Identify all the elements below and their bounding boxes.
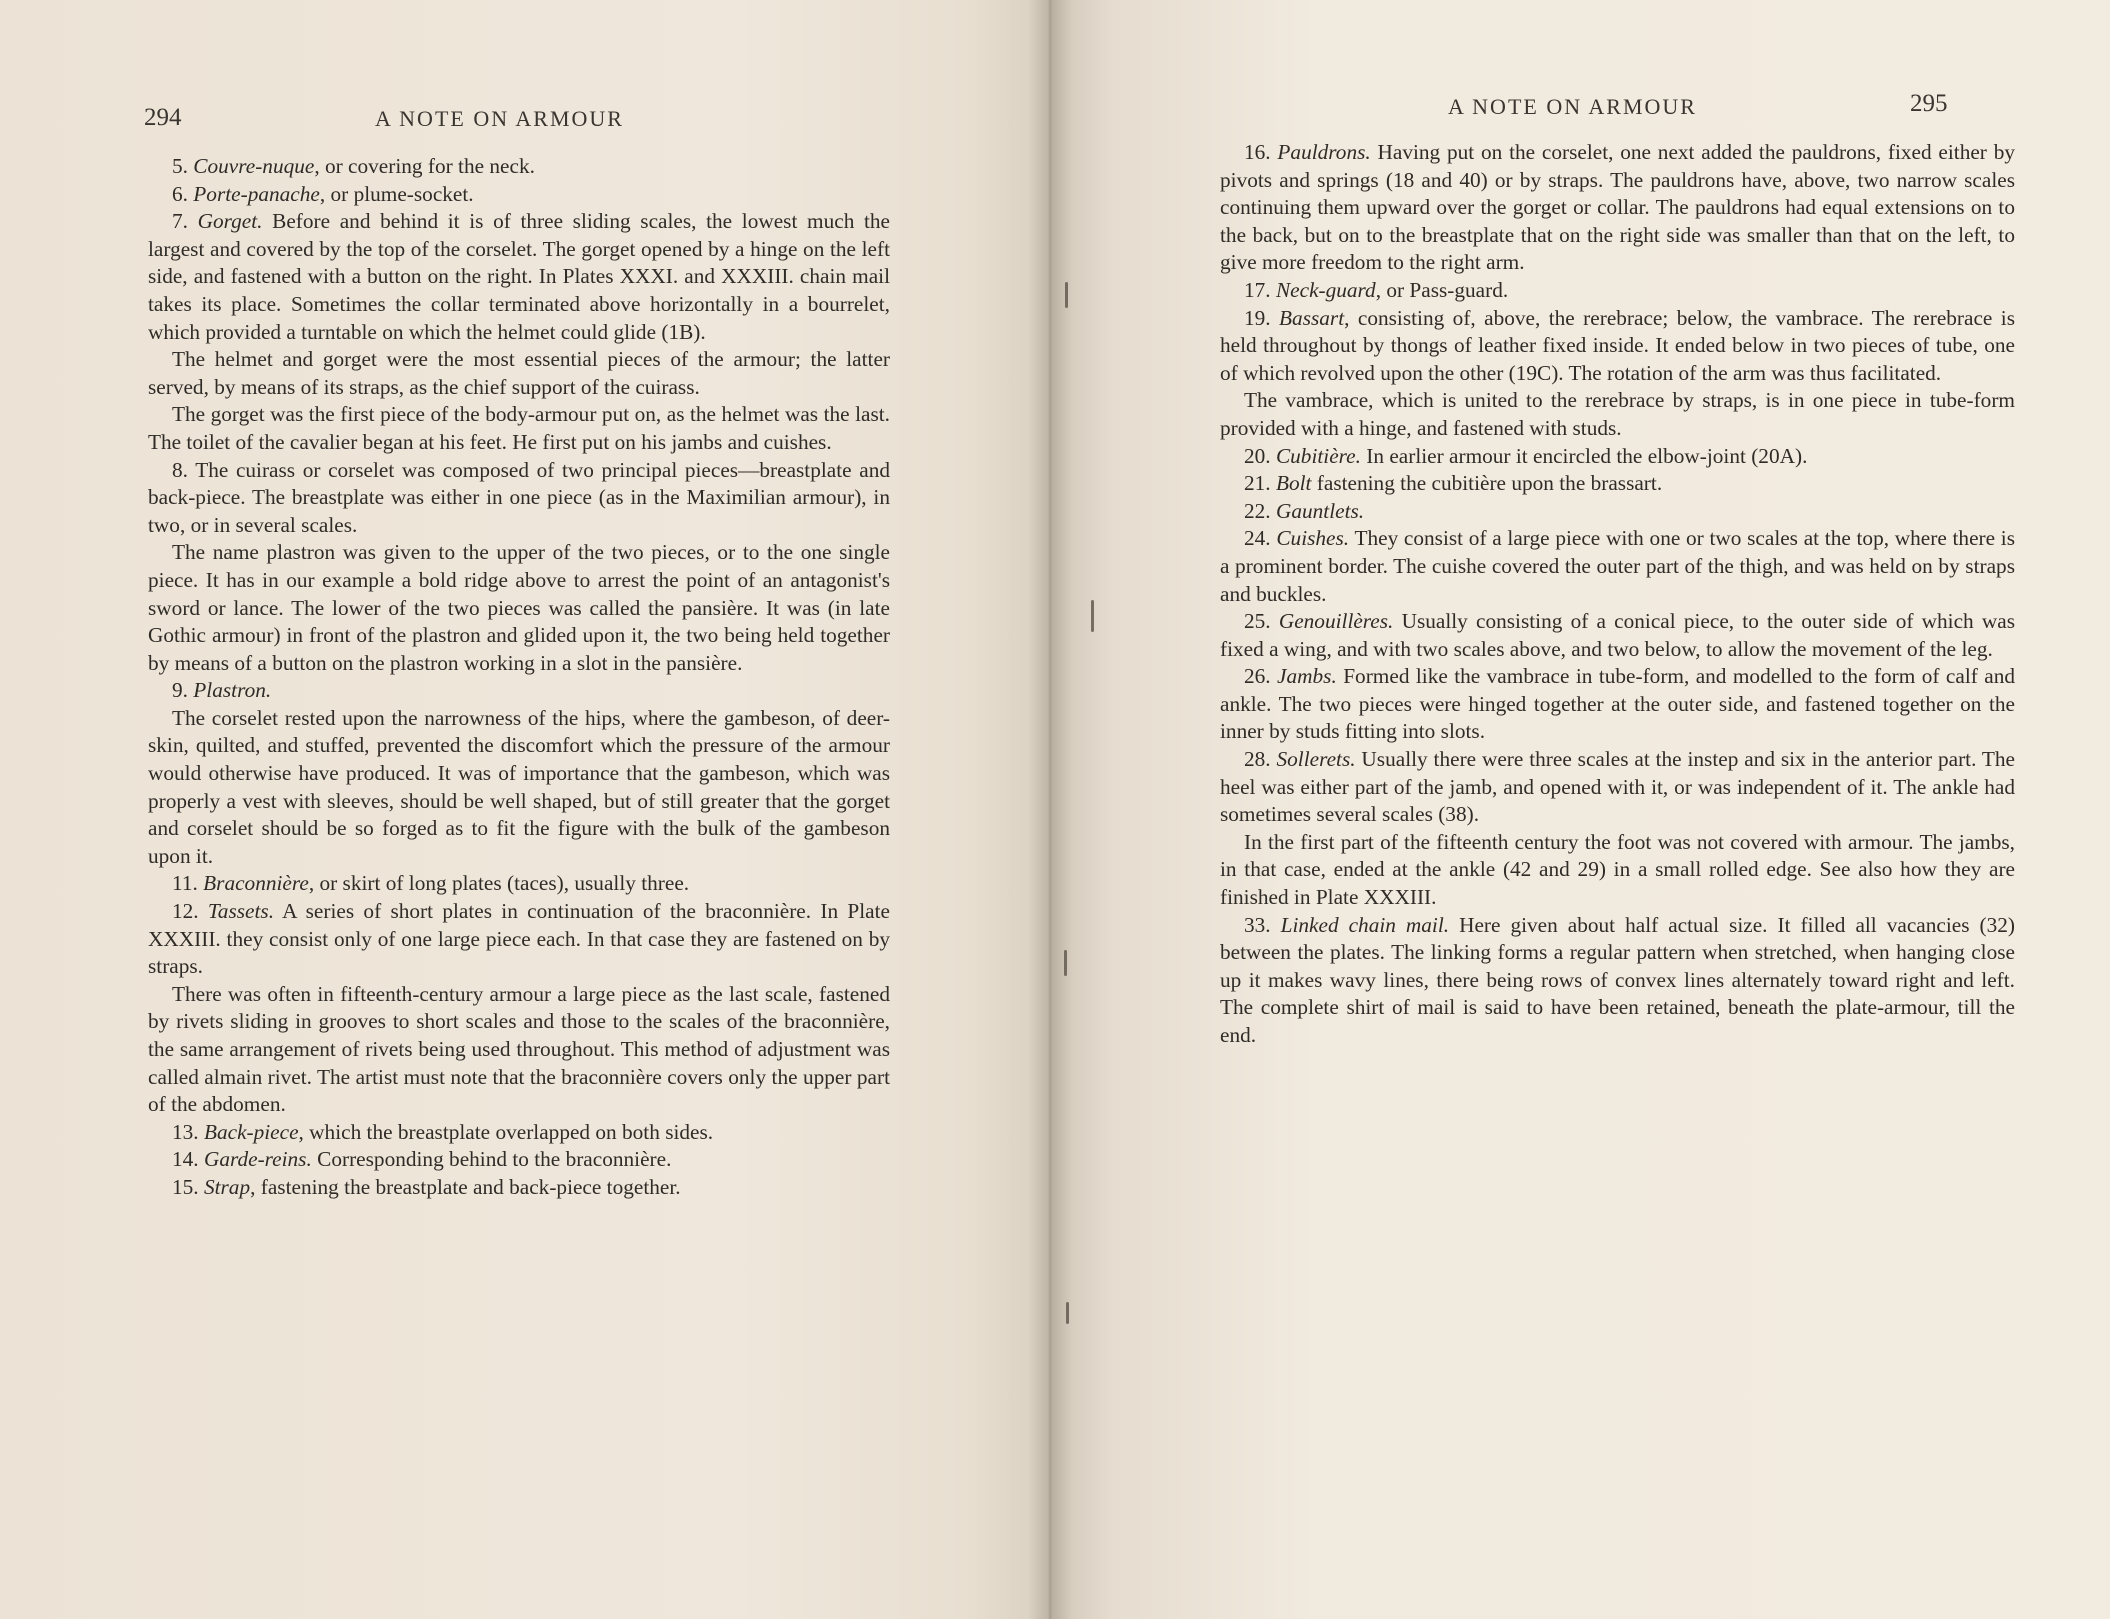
numbered-entry bbox=[1220, 608, 2015, 663]
entry-text: , or plume-socket. bbox=[319, 181, 474, 206]
numbered-entry bbox=[1220, 746, 2015, 829]
body-paragraph bbox=[1220, 387, 2015, 442]
margin-mark bbox=[1091, 600, 1094, 632]
entry-text: The vambrace, which is united to the rerebrace by straps, is in one piece in tube-form provided with a hinge, and fastened with studs. bbox=[1220, 388, 2015, 440]
entry-number: 13. bbox=[172, 1119, 204, 1144]
entry-number: 20. bbox=[1244, 443, 1276, 468]
entry-term: Garde-reins. bbox=[203, 1147, 312, 1172]
entry-number: 25. bbox=[1244, 609, 1279, 634]
entry-text: There was often in fifteenth-century armour a large piece as the last scale, fastened by rivets sliding in grooves to short scales and those to the scales of the braconnière, the same arrangement of rivets being used throughout. This method of adjustment was called almain rivet. The artist must note that the braconnière covers only the upper part of the abdomen. bbox=[148, 981, 890, 1117]
entry-text: Usually there were three scales at the instep and six in the anterior part. The heel was either part of the jamb, and opened with it, or was independent of it. The ankle had sometimes several scales (38). bbox=[1220, 747, 2015, 827]
entry-text: Before and behind it is of three sliding scales, the lowest much the largest and covered by the top of the corselet. The gorget opened by a hinge on the left side, and fastened with a button on the right. In Plates XXXI. and XXXIII. chain mail takes its place. Sometimes the collar terminated above horizontally in a bourrelet, which provided a turntable on which the helmet could glide (1B). bbox=[148, 209, 891, 344]
entry-number: 28. bbox=[1244, 747, 1277, 772]
entry-term: Linked chain mail. bbox=[1280, 912, 1450, 937]
numbered-entry bbox=[148, 457, 890, 540]
entry-number: 7. bbox=[172, 209, 198, 234]
entry-text: , consisting of, above, the rerebrace; below, the vambrace. The rerebrace is held throughout by thongs of leather fixed inside. It ended below in two pieces of tube, one of which revolved upon the other (19C). The rotation of the arm was thus facilitated. bbox=[1220, 305, 2015, 385]
entry-text: They consist of a large piece with one or two scales at the top, where there is a prominent border. The cuishe covered the outer part of the thigh, and was held on by straps and buckles. bbox=[1220, 526, 2015, 606]
entry-text: , or skirt of long plates (taces), usually three. bbox=[308, 871, 690, 896]
entry-number: 9. bbox=[172, 678, 194, 703]
margin-mark bbox=[1064, 950, 1067, 976]
entry-text: , or Pass-guard. bbox=[1375, 277, 1509, 302]
entry-number: 6. bbox=[172, 181, 194, 206]
entry-number: 15. bbox=[172, 1174, 204, 1199]
numbered-entry bbox=[1220, 912, 2015, 1050]
entry-text: Usually consisting of a conical piece, to the outer side of which was fixed a wing, and with two scales above, and two below, to allow the movement of the leg. bbox=[1220, 609, 2016, 661]
entry-number: 12. bbox=[172, 899, 208, 924]
body-paragraph bbox=[148, 981, 890, 1119]
margin-mark bbox=[1065, 282, 1068, 308]
running-head: A NOTE ON ARMOUR bbox=[375, 106, 624, 131]
numbered-entry bbox=[1220, 443, 2015, 471]
page-number: 294 bbox=[144, 104, 182, 131]
entry-text: A series of short plates in continuation of the braconnière. In Plate XXXIII. they consist only of one large piece each. In that case they are fastened on by straps. bbox=[148, 899, 890, 979]
entry-number: 8. bbox=[172, 457, 196, 482]
entry-term: Back-piece bbox=[203, 1119, 299, 1144]
body-paragraph bbox=[148, 539, 890, 677]
numbered-entry bbox=[148, 153, 890, 181]
entry-text: The name plastron was given to the upper of the two pieces, or to the one single piece. It has in our example a bold ridge above to arrest the point of an antagonist's sword or lance. The lower of the two pieces was called the pansière. It was (in late Gothic armour) in front of the plastron and glided upon it, the two being held together by means of a button on the plastron working in a slot in the pansière. bbox=[148, 540, 890, 675]
entry-text: fastening the cubitière upon the brassart. bbox=[1311, 471, 1663, 496]
left-page bbox=[0, 0, 1050, 1619]
entry-text: The corselet rested upon the narrowness of the hips, where the gambeson, of deer-skin, quilted, and stuffed, prevented the discomfort which the pressure of the armour would otherwise have produced. It was of importance that the gambeson, which was properly a vest with sleeves, should be well shaped, but of still greater that the gorget and corselet should be so forged as to fit the figure with the bulk of the gambeson upon it. bbox=[148, 705, 890, 868]
entry-text: , which the breastplate overlapped on both sides. bbox=[298, 1119, 714, 1144]
numbered-entry bbox=[148, 898, 890, 981]
entry-text: The gorget was the first piece of the body-armour put on, as the helmet was the last. The toilet of the cavalier began at his feet. He first put on his jambs and cuishes. bbox=[148, 402, 890, 454]
entry-term: Cubitière. bbox=[1275, 443, 1361, 468]
entry-term: Bolt bbox=[1275, 471, 1312, 496]
entry-number: 11. bbox=[172, 871, 204, 896]
entry-text: Formed like the vambrace in tube-form, and modelled to the form of calf and ankle. The two pieces were hinged together at the outer side, and fastened together on the inner by studs fitting into slots. bbox=[1220, 664, 2015, 744]
entry-term: Jambs. bbox=[1277, 664, 1337, 689]
entry-text: The helmet and gorget were the most essential pieces of the armour; the latter served, by means of its straps, as the chief support of the cuirass. bbox=[148, 347, 890, 399]
entry-text: In the first part of the fifteenth century the foot was not covered with armour. The jambs, in that case, ended at the ankle (42 and 29) in a small rolled edge. See also how they are finished in Plate XXXIII. bbox=[1220, 829, 2015, 910]
numbered-entry bbox=[148, 1174, 890, 1202]
right-page-text bbox=[1220, 139, 2015, 1050]
numbered-entry bbox=[1220, 525, 2015, 608]
entry-text: , or covering for the neck. bbox=[314, 154, 535, 178]
numbered-entry bbox=[1220, 277, 2015, 305]
numbered-entry bbox=[148, 181, 890, 209]
entry-number: 5. bbox=[172, 154, 194, 178]
left-page-text bbox=[148, 153, 890, 1202]
entry-term: Genouillères. bbox=[1278, 609, 1394, 634]
entry-term: Cuishes. bbox=[1276, 526, 1350, 551]
entry-term: Sollerets. bbox=[1276, 747, 1356, 772]
entry-term: Gorget. bbox=[197, 209, 263, 234]
entry-term: Plastron. bbox=[193, 678, 272, 703]
numbered-entry bbox=[148, 870, 890, 898]
entry-text: Here given about half actual size. It filled all vacancies (32) between the plates. The linking forms a regular pattern when stretched, when hanging close up it makes wavy lines, there being rows of convex lines alternately toward right and left. The complete shirt of mail is said to have been retained, beneath the plate-armour, till the end. bbox=[1220, 912, 2015, 1047]
entry-number: 14. bbox=[172, 1147, 204, 1172]
numbered-entry bbox=[1220, 139, 2015, 277]
numbered-entry bbox=[148, 1146, 890, 1174]
entry-term: Gauntlets. bbox=[1275, 498, 1365, 523]
numbered-entry bbox=[148, 677, 890, 705]
body-paragraph bbox=[148, 705, 890, 871]
entry-number: 33. bbox=[1244, 912, 1281, 937]
numbered-entry bbox=[1220, 498, 2015, 526]
entry-text: Corresponding behind to the braconnière. bbox=[311, 1147, 672, 1172]
entry-text: , fastening the breastplate and back-piece together. bbox=[250, 1174, 681, 1199]
entry-number: 24. bbox=[1244, 526, 1277, 551]
numbered-entry bbox=[1220, 305, 2015, 388]
entry-text: The cuirass or corselet was composed of two principal pieces—breastplate and back-piece. The breastplate was either in one piece (as in the Maximilian armour), in two, or in several scales. bbox=[148, 457, 890, 537]
entry-number: 19. bbox=[1244, 305, 1280, 330]
entry-term: Bassart bbox=[1279, 305, 1345, 330]
numbered-entry bbox=[148, 1119, 890, 1147]
numbered-entry bbox=[1220, 663, 2015, 746]
entry-number: 21. bbox=[1244, 471, 1276, 496]
entry-text: Having put on the corselet, one next added the pauldrons, fixed either by pivots and springs (18 and 40) or by straps. The pauldrons have, above, two narrow scales continuing them upward over the gorget or collar. The pauldrons had equal extensions on to the back, but on to the breastplate that on the right side was smaller than that on the left, to give more freedom to the right arm. bbox=[1220, 140, 2015, 275]
numbered-entry bbox=[148, 208, 890, 346]
entry-term: Tassets. bbox=[207, 899, 275, 924]
entry-term: Braconnière bbox=[203, 871, 309, 896]
body-paragraph bbox=[148, 401, 890, 456]
page-number: 295 bbox=[1910, 90, 1948, 117]
right-page bbox=[1050, 0, 2110, 1619]
entry-number: 22. bbox=[1244, 498, 1276, 523]
margin-mark bbox=[1066, 1302, 1069, 1324]
entry-term: Pauldrons. bbox=[1277, 140, 1371, 164]
entry-term: Couvre-nuque bbox=[193, 154, 315, 178]
entry-text: In earlier armour it encircled the elbow-joint (20A). bbox=[1360, 443, 1808, 468]
entry-term: Strap bbox=[203, 1174, 251, 1199]
body-paragraph bbox=[148, 346, 890, 401]
running-head: A NOTE ON ARMOUR bbox=[1448, 94, 1697, 119]
numbered-entry bbox=[1220, 470, 2015, 498]
entry-number: 26. bbox=[1244, 664, 1278, 689]
body-paragraph bbox=[1220, 829, 2015, 912]
entry-term: Porte-panache bbox=[193, 181, 320, 206]
entry-number: 17. bbox=[1244, 277, 1276, 302]
entry-term: Neck-guard bbox=[1275, 277, 1376, 302]
entry-number: 16. bbox=[1244, 140, 1278, 164]
